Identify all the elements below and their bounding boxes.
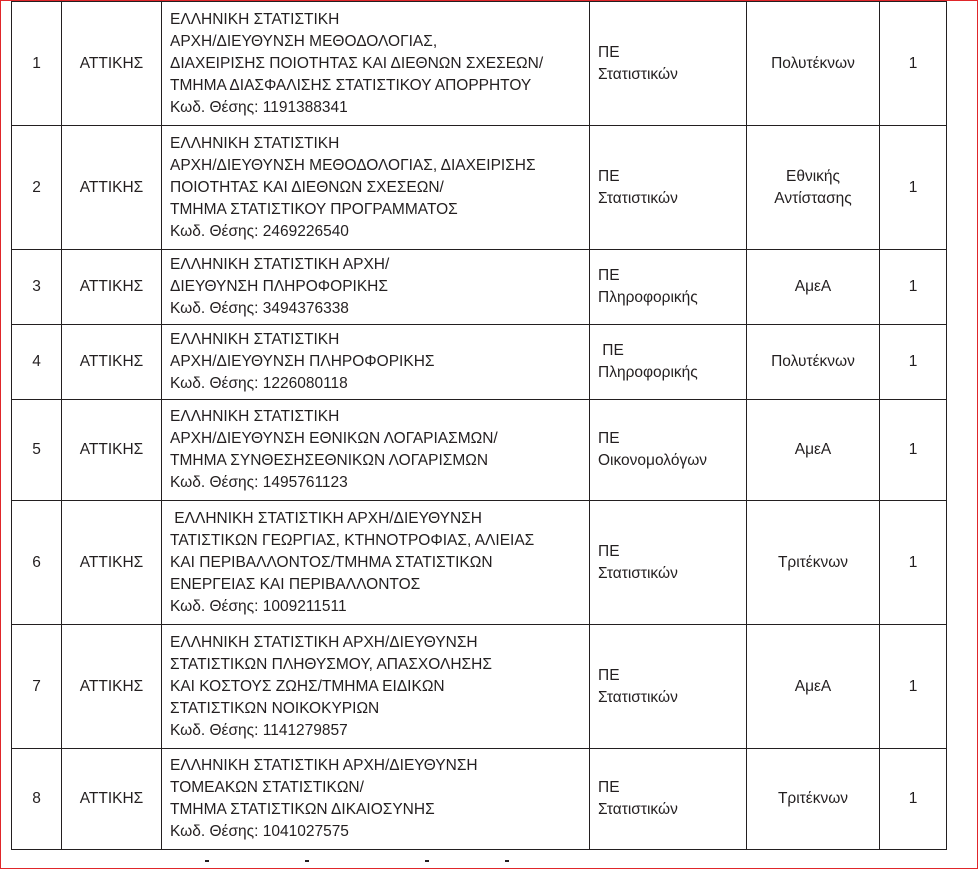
specialty-line: ΠΕ — [598, 779, 620, 796]
description-line: ΤΜΗΜΑ ΣΥΝΘΕΣΗΣΕΘΝΙΚΩΝ ΛΟΓΑΡΙΣΜΩΝ — [170, 452, 489, 469]
service-description-cell — [162, 2, 590, 126]
region-cell: ΑΤΤΙΚΗΣ — [62, 126, 162, 250]
description-line: ΕΝΕΡΓΕΙΑΣ ΚΑΙ ΠΕΡΙΒΑΛΛΟΝΤΟΣ — [170, 575, 421, 593]
specialty-line: ΠΕ — [598, 43, 620, 61]
positions-count-cell: 1 — [880, 2, 947, 126]
specialty-line: Πληροφορικής — [598, 364, 698, 381]
service-description-cell — [162, 501, 590, 625]
category-cell — [747, 625, 880, 749]
description-line: ΕΛΛΗΝΙΚΗ ΣΤΑΤΙΣΤΙΚΗ ΑΡΧΗ/ΔΙΕΥΘΥΝΣΗ — [170, 633, 478, 651]
specialty-line: Στατιστικών — [598, 688, 678, 706]
category-cell — [747, 501, 880, 625]
table-row — [12, 250, 947, 325]
positions-table-body — [12, 2, 947, 850]
region-cell: ΑΤΤΙΚΗΣ — [62, 749, 162, 850]
specialty-cell — [590, 501, 747, 625]
category-cell — [747, 2, 880, 126]
description-line: ΕΛΛΗΝΙΚΗ ΣΤΑΤΙΣΤΙΚΗ ΑΡΧΗ/ — [170, 256, 390, 273]
description-line: ΤΑΤΙΣΤΙΚΩΝ ΓΕΩΡΓΙΑΣ, ΚΤΗΝΟΤΡΟΦΙΑΣ, ΑΛΙΕΙΑΣ — [170, 531, 535, 549]
specialty-line: ΠΕ — [598, 342, 624, 359]
position-code: Κωδ. Θέσης: 2469226540 — [170, 222, 349, 240]
row-number-cell: 6 — [12, 501, 62, 625]
table-row — [12, 126, 947, 250]
position-code: Κωδ. Θέσης: 3494376338 — [170, 300, 349, 317]
specialty-line: Οικονομολόγων — [598, 452, 708, 469]
service-description-cell — [162, 325, 590, 400]
description-line: ΕΛΛΗΝΙΚΗ ΣΤΑΤΙΣΤΙΚΗ — [170, 134, 340, 152]
description-line: ΑΡΧΗ/ΔΙΕΥΘΥΝΣΗ ΜΕΘΟΔΟΛΟΓΙΑΣ, — [170, 32, 438, 50]
positions-count-cell: 1 — [880, 250, 947, 325]
category-line: Τριτέκνων — [777, 553, 849, 571]
specialty-cell — [590, 400, 747, 501]
category-cell — [747, 749, 880, 850]
positions-table — [11, 1, 947, 850]
specialty-line: ΠΕ — [598, 167, 620, 185]
category-line: Πολυτέκνων — [771, 353, 855, 370]
description-line: ΑΡΧΗ/ΔΙΕΥΘΥΝΣΗ ΜΕΘΟΔΟΛΟΓΙΑΣ, ΔΙΑΧΕΙΡΙΣΗΣ — [170, 156, 536, 174]
specialty-cell — [590, 126, 747, 250]
category-line: Τριτέκνων — [777, 790, 849, 807]
category-cell — [747, 325, 880, 400]
specialty-cell — [590, 625, 747, 749]
specialty-line: Στατιστικών — [598, 801, 678, 818]
position-code: Κωδ. Θέσης: 1495761123 — [170, 474, 348, 491]
row-number-cell: 2 — [12, 126, 62, 250]
description-line: ΑΡΧΗ/ΔΙΕΥΘΥΝΣΗ ΠΛΗΡΟΦΟΡΙΚΗΣ — [170, 353, 435, 370]
region-cell: ΑΤΤΙΚΗΣ — [62, 501, 162, 625]
region-cell: ΑΤΤΙΚΗΣ — [62, 400, 162, 501]
region-cell: ΑΤΤΙΚΗΣ — [62, 325, 162, 400]
service-description-cell — [162, 250, 590, 325]
category-line: Αντίστασης — [774, 189, 852, 207]
category-line: ΑμεΑ — [794, 441, 832, 458]
row-number-cell: 5 — [12, 400, 62, 501]
category-line: ΑμεΑ — [794, 278, 832, 295]
description-line: ΣΤΑΤΙΣΤΙΚΩΝ ΝΟΙΚΟΚΥΡΙΩΝ — [170, 699, 380, 717]
region-cell: ΑΤΤΙΚΗΣ — [62, 2, 162, 126]
specialty-line: Στατιστικών — [598, 564, 678, 582]
row-number-cell: 4 — [12, 325, 62, 400]
specialty-line: Στατιστικών — [598, 65, 678, 83]
service-description-cell — [162, 749, 590, 850]
specialty-line: ΠΕ — [598, 666, 620, 684]
positions-count-cell: 1 — [880, 400, 947, 501]
position-code: Κωδ. Θέσης: 1191388341 — [170, 98, 348, 116]
description-line: ΤΜΗΜΑ ΣΤΑΤΙΣΤΙΚΟΥ ΠΡΟΓΡΑΜΜΑΤΟΣ — [170, 200, 458, 218]
description-line: ΣΤΑΤΙΣΤΙΚΩΝ ΠΛΗΘΥΣΜΟΥ, ΑΠΑΣΧΟΛΗΣΗΣ — [170, 655, 492, 673]
table-row — [12, 501, 947, 625]
service-description-cell — [162, 625, 590, 749]
category-line: ΑμεΑ — [794, 677, 832, 695]
positions-count-cell: 1 — [880, 325, 947, 400]
category-cell — [747, 400, 880, 501]
row-number-cell: 7 — [12, 625, 62, 749]
table-row — [12, 400, 947, 501]
row-number-cell: 1 — [12, 2, 62, 126]
specialty-cell — [590, 749, 747, 850]
position-code: Κωδ. Θέσης: 1226080118 — [170, 375, 348, 392]
positions-count-cell: 1 — [880, 625, 947, 749]
description-line: ΚΑΙ ΠΕΡΙΒΑΛΛΟΝΤΟΣ/ΤΜΗΜΑ ΣΤΑΤΙΣΤΙΚΩΝ — [170, 553, 493, 571]
table-row — [12, 2, 947, 126]
description-line: ΕΛΛΗΝΙΚΗ ΣΤΑΤΙΣΤΙΚΗ — [170, 408, 340, 425]
positions-count-cell: 1 — [880, 749, 947, 850]
specialty-line: Πληροφορικής — [598, 289, 698, 306]
specialty-cell — [590, 250, 747, 325]
description-line: ΤΜΗΜΑ ΣΤΑΤΙΣΤΙΚΩΝ ΔΙΚΑΙΟΣΥΝΗΣ — [170, 801, 435, 818]
specialty-cell — [590, 2, 747, 126]
category-cell — [747, 250, 880, 325]
table-row — [12, 625, 947, 749]
description-line: ΕΛΛΗΝΙΚΗ ΣΤΑΤΙΣΤΙΚΗ ΑΡΧΗ/ΔΙΕΥΘΥΝΣΗ — [170, 757, 478, 774]
service-description-cell — [162, 400, 590, 501]
position-code: Κωδ. Θέσης: 1141279857 — [170, 721, 348, 739]
specialty-line: ΠΕ — [598, 542, 620, 560]
description-line: ΚΑΙ ΚΟΣΤΟΥΣ ΖΩΗΣ/ΤΜΗΜΑ ΕΙΔΙΚΩΝ — [170, 677, 445, 695]
description-line: ΑΡΧΗ/ΔΙΕΥΘΥΝΣΗ ΕΘΝΙΚΩΝ ΛΟΓΑΡΙΑΣΜΩΝ/ — [170, 430, 498, 447]
specialty-cell — [590, 325, 747, 400]
table-row — [12, 749, 947, 850]
specialty-line: ΠΕ — [598, 430, 620, 447]
description-line: ΔΙΕΥΘΥΝΣΗ ΠΛΗΡΟΦΟΡΙΚΗΣ — [170, 278, 388, 295]
row-number-cell: 3 — [12, 250, 62, 325]
category-line: Εθνικής — [786, 167, 840, 185]
description-line: ΠΟΙΟΤΗΤΑΣ ΚΑΙ ΔΙΕΘΝΩΝ ΣΧΕΣΕΩΝ/ — [170, 178, 444, 196]
region-cell: ΑΤΤΙΚΗΣ — [62, 250, 162, 325]
cut-off-text-remnant — [185, 860, 515, 863]
description-line: ΤΜΗΜΑ ΔΙΑΣΦΑΛΙΣΗΣ ΣΤΑΤΙΣΤΙΚΟΥ ΑΠΟΡΡΗΤΟΥ — [170, 76, 532, 94]
specialty-line: Στατιστικών — [598, 189, 678, 207]
description-line: ΤΟΜΕΑΚΩΝ ΣΤΑΤΙΣΤΙΚΩΝ/ — [170, 779, 364, 796]
category-line: Πολυτέκνων — [771, 54, 855, 72]
positions-count-cell: 1 — [880, 501, 947, 625]
position-code: Κωδ. Θέσης: 1041027575 — [170, 823, 349, 840]
description-line: ΕΛΛΗΝΙΚΗ ΣΤΑΤΙΣΤΙΚΗ — [170, 10, 340, 28]
position-code: Κωδ. Θέσης: 1009211511 — [170, 597, 347, 615]
table-row — [12, 325, 947, 400]
category-cell — [747, 126, 880, 250]
description-line: ΔΙΑΧΕΙΡΙΣΗΣ ΠΟΙΟΤΗΤΑΣ ΚΑΙ ΔΙΕΘΝΩΝ ΣΧΕΣΕΩΝ/ — [170, 54, 544, 72]
description-line: ΕΛΛΗΝΙΚΗ ΣΤΑΤΙΣΤΙΚΗ ΑΡΧΗ/ΔΙΕΥΘΥΝΣΗ — [170, 509, 482, 527]
service-description-cell — [162, 126, 590, 250]
row-number-cell: 8 — [12, 749, 62, 850]
specialty-line: ΠΕ — [598, 267, 620, 284]
positions-count-cell: 1 — [880, 126, 947, 250]
region-cell: ΑΤΤΙΚΗΣ — [62, 625, 162, 749]
description-line: ΕΛΛΗΝΙΚΗ ΣΤΑΤΙΣΤΙΚΗ — [170, 331, 340, 348]
